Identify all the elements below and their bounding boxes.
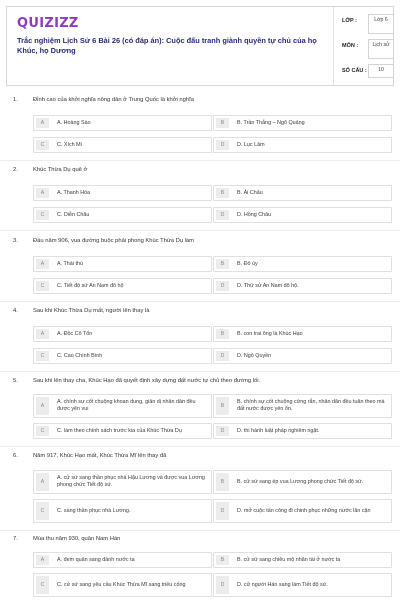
option-text: B. Ái Châu bbox=[237, 189, 263, 196]
option-text: C. Xích Mi bbox=[57, 141, 82, 148]
option-c[interactable] bbox=[33, 137, 212, 153]
question-text: Đầu năm 906, vua đường buộc phải phong Khúc Thừa Dụ làm bbox=[33, 238, 194, 244]
option-c[interactable] bbox=[33, 573, 212, 597]
divider bbox=[0, 301, 400, 302]
option-letter: C bbox=[36, 502, 49, 520]
option-a[interactable] bbox=[33, 470, 212, 494]
option-text: B. Trần Thắng – Ngô Quảng bbox=[237, 119, 305, 126]
option-text: A. Hoàng Sào bbox=[57, 119, 91, 126]
option-text: B. cử sứ sang chiêu mộ nhân tài ở nước ta bbox=[237, 556, 341, 563]
grade-value: Lớp 6 bbox=[374, 17, 388, 23]
option-text: C. sang thần phục nhà Lương. bbox=[57, 507, 131, 514]
option-text: B. cử sứ sang ép vua Lương phong chức Tiết độ sứ. bbox=[237, 478, 364, 485]
option-text: C. Diễn Châu bbox=[57, 211, 90, 218]
divider bbox=[0, 371, 400, 372]
option-letter: C bbox=[36, 351, 49, 361]
option-letter: D bbox=[216, 576, 229, 594]
option-letter: B bbox=[216, 118, 229, 128]
divider bbox=[0, 160, 400, 161]
option-text: A. Thái thú bbox=[57, 260, 83, 267]
divider bbox=[0, 230, 400, 231]
option-b[interactable] bbox=[213, 470, 392, 494]
option-d[interactable] bbox=[213, 348, 392, 364]
option-a[interactable] bbox=[33, 185, 212, 201]
option-letter: D bbox=[216, 502, 229, 520]
worksheet-header bbox=[6, 6, 394, 86]
option-d[interactable] bbox=[213, 423, 392, 439]
option-letter: D bbox=[216, 351, 229, 361]
option-text: D. thi hành luật pháp nghiêm ngặt. bbox=[237, 427, 320, 434]
option-text: D. Ngô Quyền bbox=[237, 352, 272, 359]
option-c[interactable] bbox=[33, 499, 212, 523]
option-letter: D bbox=[216, 426, 229, 436]
quizizz-logo: QUIZIZZ bbox=[17, 16, 79, 31]
option-text: D. Hồng Châu bbox=[237, 211, 272, 218]
option-text: C. làm theo chính sách trước kia của Khúc Thừa Dụ bbox=[57, 427, 182, 434]
option-d[interactable] bbox=[213, 207, 392, 223]
option-letter: D bbox=[216, 210, 229, 220]
option-a[interactable] bbox=[33, 394, 212, 418]
question-count-value: 10 bbox=[378, 67, 384, 73]
option-text: A. chính sự cốt chuộng khoan dung, giản dị nhân dân đều được yên vui bbox=[57, 399, 196, 412]
option-letter: A bbox=[36, 397, 49, 415]
option-letter: B bbox=[216, 473, 229, 491]
question-number: 3. bbox=[13, 238, 18, 244]
option-text: B. chính sự cốt chuộng cứng rắn, nhân dân đều tuân theo mà đất nước được yên ổn. bbox=[237, 399, 385, 412]
question-text: Năm 917, Khúc Hạo mất, Khúc Thừa Mĩ lên thay đã bbox=[33, 453, 167, 459]
worksheet-title: Trắc nghiệm Lịch Sử 6 Bài 26 (có đáp án): Cuộc đấu tranh giành quyền tự chủ của họ Khúc, họ Dương bbox=[17, 36, 317, 55]
option-c[interactable] bbox=[33, 207, 212, 223]
question-text: Đỉnh cao của khởi nghĩa nông dân ở Trung Quốc là khởi nghĩa bbox=[33, 97, 194, 103]
option-d[interactable] bbox=[213, 137, 392, 153]
question-number: 7. bbox=[13, 536, 18, 542]
option-letter: A bbox=[36, 118, 49, 128]
option-letter: A bbox=[36, 555, 49, 565]
subject-label: MÔN : bbox=[342, 43, 359, 49]
option-text: D. Thứ sử An Nam đô hộ. bbox=[237, 282, 299, 289]
option-text: C. Tiết độ sứ An Nam đô hộ bbox=[57, 282, 124, 289]
option-d[interactable] bbox=[213, 573, 392, 597]
grade-label: LỚP : bbox=[342, 18, 357, 24]
question-text: Sau khi lên thay cha, Khúc Hạo đã quyết định xây dựng đất nước tự chủ theo đường lối. bbox=[33, 378, 261, 384]
option-text: B. Đô úy bbox=[237, 260, 258, 267]
option-letter: C bbox=[36, 210, 49, 220]
question-text: Sau khi Khúc Thừa Dụ mất, người lên thay là bbox=[33, 308, 150, 314]
option-text: A. cử sứ sang thần phục nhà Hậu Lương và được vua Lương phong chức Tiết độ sứ. bbox=[57, 475, 205, 488]
option-letter: C bbox=[36, 576, 49, 594]
question-text: Mùa thu năm 930, quân Nam Hán bbox=[33, 536, 121, 542]
option-letter: B bbox=[216, 329, 229, 339]
question-number: 2. bbox=[13, 167, 18, 173]
option-letter: A bbox=[36, 473, 49, 491]
question-number: 6. bbox=[13, 453, 18, 459]
question-count-label: SỐ CÂU : bbox=[342, 68, 367, 74]
option-letter: D bbox=[216, 281, 229, 291]
option-text: A. đem quân sang đánh nước ta bbox=[57, 556, 135, 563]
option-letter: B bbox=[216, 555, 229, 565]
option-letter: B bbox=[216, 397, 229, 415]
option-b[interactable] bbox=[213, 185, 392, 201]
option-letter: A bbox=[36, 188, 49, 198]
option-text: D. Lục Lâm bbox=[237, 141, 265, 148]
option-c[interactable] bbox=[33, 348, 212, 364]
option-letter: B bbox=[216, 259, 229, 269]
option-d[interactable] bbox=[213, 278, 392, 294]
option-text: D. cử người Hán sang làm Tiết độ sứ. bbox=[237, 581, 328, 588]
question-text: Khúc Thừa Dụ quê ở bbox=[33, 167, 88, 173]
option-letter: A bbox=[36, 259, 49, 269]
question-number: 4. bbox=[13, 308, 18, 314]
option-letter: A bbox=[36, 329, 49, 339]
worksheet-meta bbox=[333, 7, 395, 85]
option-b[interactable] bbox=[213, 256, 392, 272]
option-c[interactable] bbox=[33, 423, 212, 439]
option-letter: D bbox=[216, 140, 229, 150]
option-a[interactable] bbox=[33, 552, 212, 568]
option-letter: C bbox=[36, 281, 49, 291]
option-text: C. cử sứ sang yêu cầu Khúc Thừa Mĩ sang triều cống bbox=[57, 581, 186, 588]
option-letter: C bbox=[36, 140, 49, 150]
question-number: 5. bbox=[13, 378, 18, 384]
option-a[interactable] bbox=[33, 256, 212, 272]
option-text: A. Thanh Hóa bbox=[57, 189, 91, 196]
option-a[interactable] bbox=[33, 115, 212, 131]
option-text: B. con trai ông là Khúc Hạo bbox=[237, 330, 303, 337]
option-d[interactable] bbox=[213, 499, 392, 523]
option-b[interactable] bbox=[213, 552, 392, 568]
option-text: C. Cao Chính Bình bbox=[57, 352, 103, 359]
option-letter: C bbox=[36, 426, 49, 436]
option-text: D. mở cuộc tấn công đi chinh phục những nước lân cận bbox=[237, 507, 371, 514]
option-b[interactable] bbox=[213, 394, 392, 418]
option-letter: B bbox=[216, 188, 229, 198]
option-b[interactable] bbox=[213, 326, 392, 342]
question-number: 1. bbox=[13, 97, 18, 103]
option-a[interactable] bbox=[33, 326, 212, 342]
subject-value: Lịch sử bbox=[372, 42, 390, 48]
option-text: A. Độc Cô Tổn bbox=[57, 330, 93, 337]
divider bbox=[0, 446, 400, 447]
option-c[interactable] bbox=[33, 278, 212, 294]
option-b[interactable] bbox=[213, 115, 392, 131]
divider bbox=[0, 530, 400, 531]
